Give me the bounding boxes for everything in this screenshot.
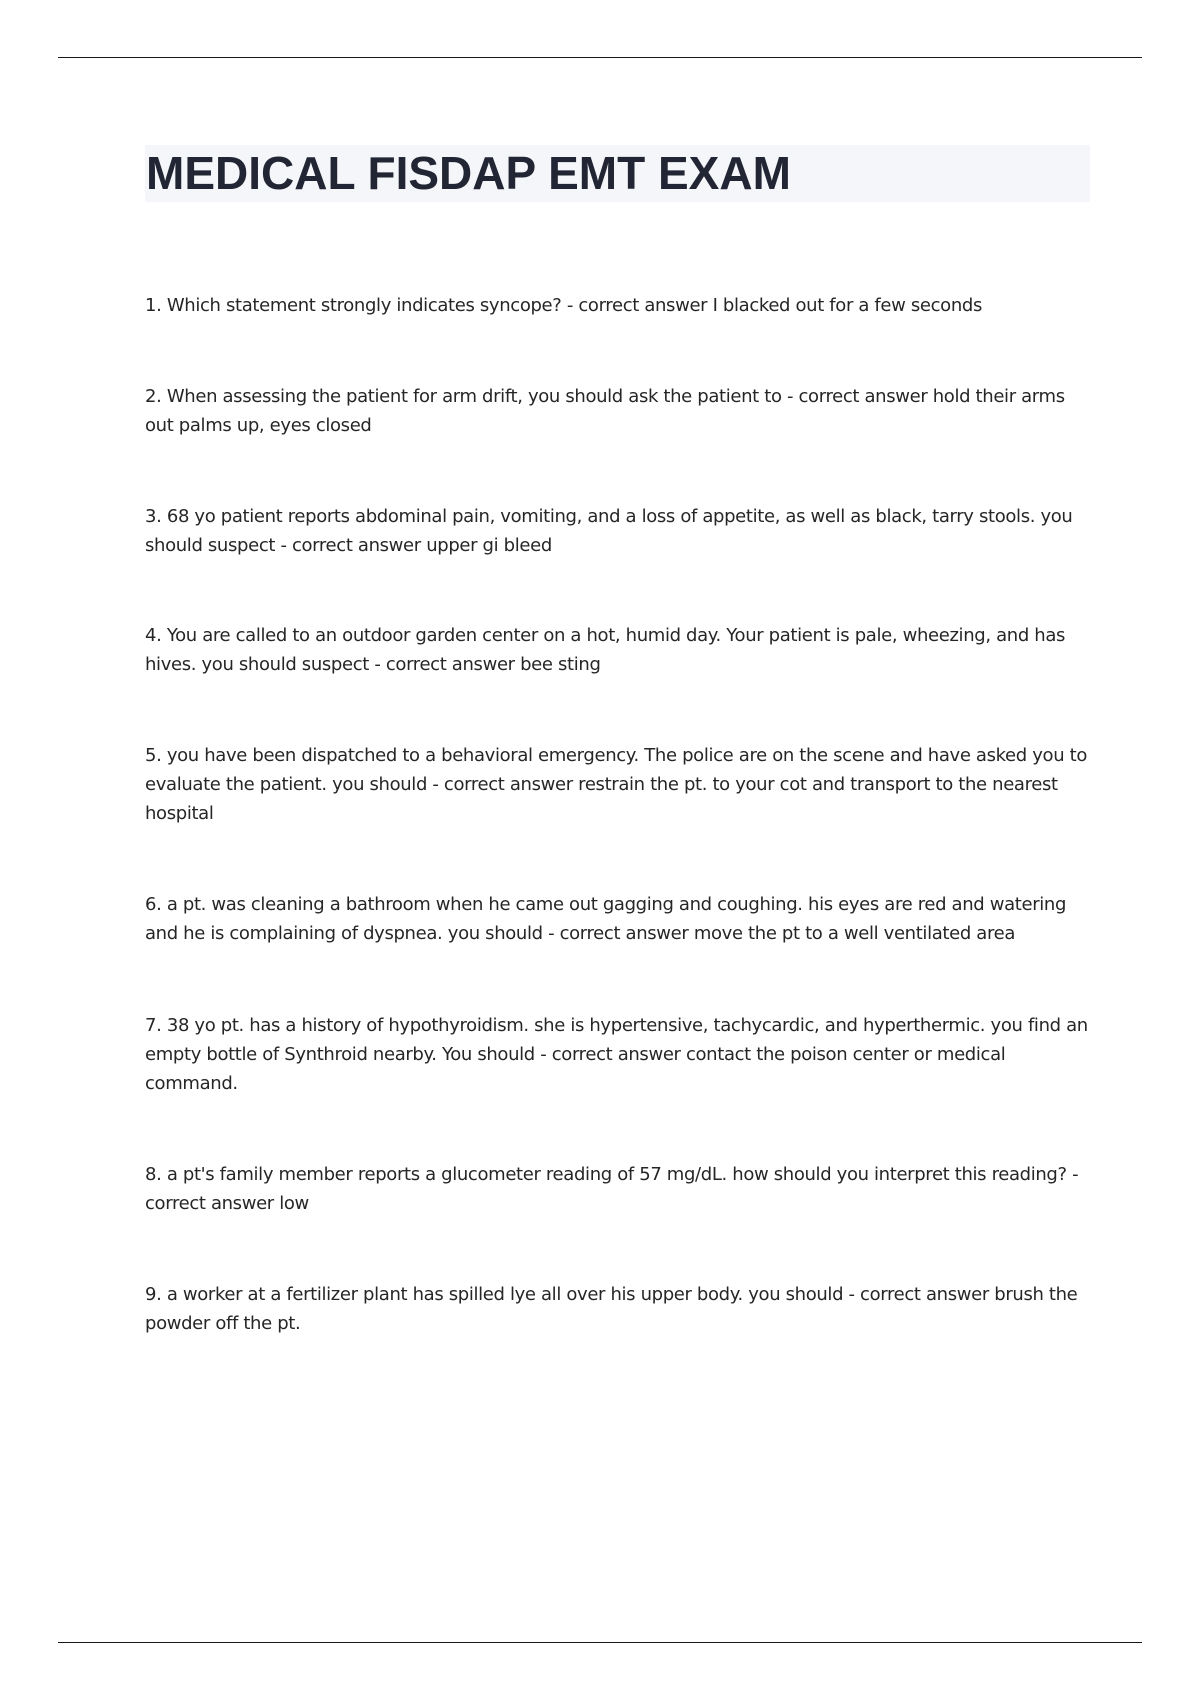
- question-item-2: [145, 382, 1095, 440]
- title-banner: [145, 145, 1090, 202]
- question-item-7: [145, 1011, 1095, 1098]
- question-item-9: [145, 1280, 1095, 1338]
- question-item-4: [145, 621, 1095, 679]
- question-item-3: [145, 502, 1095, 560]
- document-title: MEDICAL FISDAP EMT EXAM: [146, 147, 791, 199]
- question-text: 9. a worker at a fertilizer plant has spilled lye all over his upper body. you should - correct answer brush the powder off the pt.: [145, 1284, 1078, 1334]
- question-text: 3. 68 yo patient reports abdominal pain, vomiting, and a loss of appetite, as well as black, tarry stools. you should suspect - correct answer upper gi bleed: [145, 506, 1073, 556]
- question-text: 7. 38 yo pt. has a history of hypothyroidism. she is hypertensive, tachycardic, and hyperthermic. you find an empty bottle of Synthroid nearby. You should - correct answer contact the poison center or medical command.: [145, 1015, 1088, 1094]
- question-text: 1. Which statement strongly indicates syncope? - correct answer I blacked out for a few seconds: [145, 295, 982, 316]
- bottom-rule: [58, 1642, 1142, 1643]
- question-text: 8. a pt's family member reports a glucometer reading of 57 mg/dL. how should you interpret this reading? - correct answer low: [145, 1164, 1079, 1214]
- question-item-5: [145, 741, 1095, 828]
- question-text: 2. When assessing the patient for arm drift, you should ask the patient to - correct answer hold their arms out palms up, eyes closed: [145, 386, 1065, 436]
- question-text: 5. you have been dispatched to a behavioral emergency. The police are on the scene and have asked you to evaluate the patient. you should - correct answer restrain the pt. to your cot and transport to the nearest hospital: [145, 745, 1087, 824]
- question-text: 4. You are called to an outdoor garden center on a hot, humid day. Your patient is pale, wheezing, and has hives. you should suspect - correct answer bee sting: [145, 625, 1066, 675]
- question-item-6: [145, 890, 1095, 948]
- top-rule: [58, 57, 1142, 58]
- question-text: 6. a pt. was cleaning a bathroom when he came out gagging and coughing. his eyes are red and watering and he is complaining of dyspnea. you should - correct answer move the pt to a well ventilated area: [145, 894, 1067, 944]
- question-item-1: [145, 291, 1095, 320]
- question-item-8: [145, 1160, 1095, 1218]
